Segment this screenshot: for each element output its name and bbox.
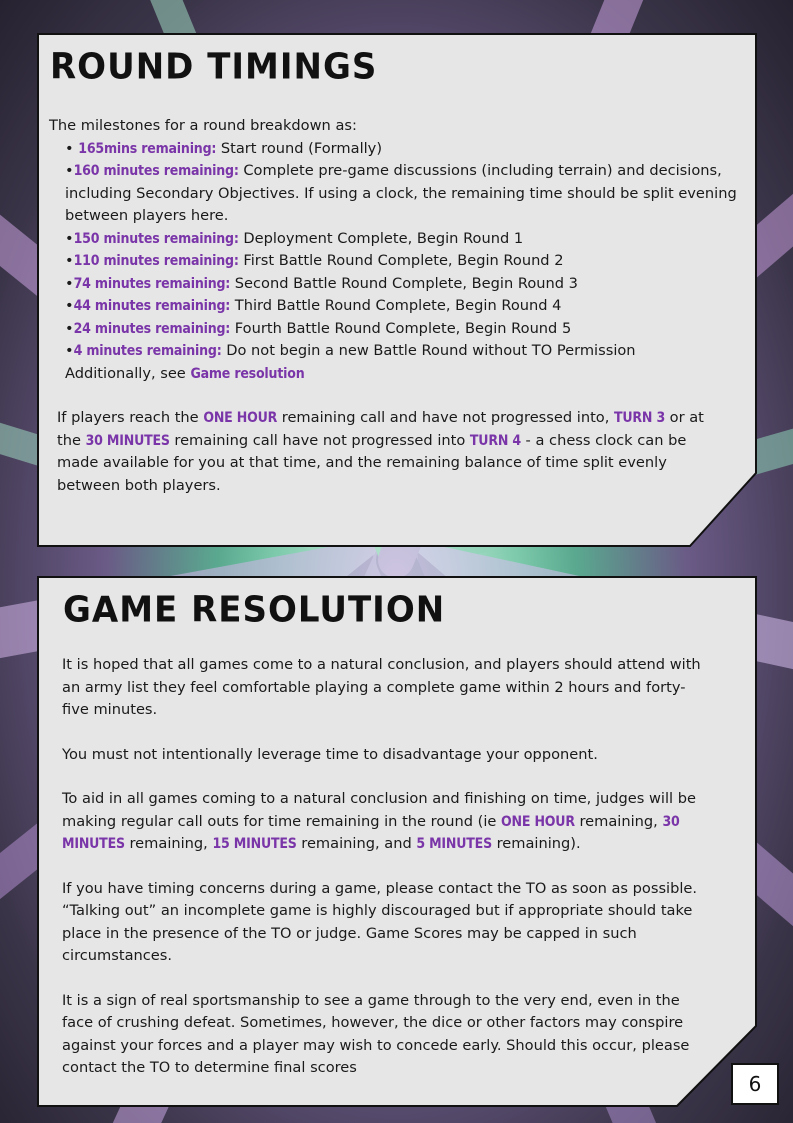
- 15-minutes-highlight: 15 MINUTES: [212, 836, 297, 852]
- 30-minutes-highlight: 30 MINUTES: [62, 813, 680, 852]
- milestone-item: •74 minutes remaining: Second Battle Round Complete, Begin Round 3: [65, 274, 578, 292]
- game-resolution-panel: [37, 576, 757, 1107]
- milestone-text: Second Battle Round Complete, Begin Round 3: [230, 274, 578, 292]
- one-hour-highlight: ONE HOUR: [501, 813, 575, 830]
- milestone-time: 74 minutes remaining:: [73, 275, 231, 292]
- milestone-text: Start round (Formally): [216, 139, 383, 157]
- milestone-time: 165mins remaining:: [78, 140, 217, 157]
- round-timings-title: ROUND TIMINGS: [50, 46, 378, 88]
- turn-4-highlight: TURN 4: [469, 432, 521, 449]
- milestone-text: Deployment Complete, Begin Round 1: [238, 229, 524, 247]
- game-resolution-title: GAME RESOLUTION: [63, 589, 446, 631]
- paragraph-timing-concerns: If you have timing concerns during a game, please contact the TO as soon as possible. “Talking out” an incomplete game is highly discouraged but if appropriate should take place in the presence of the TO or judge. Game Scores may be capped in such circumstances.: [62, 879, 698, 964]
- milestone-item: •150 minutes remaining: Deployment Complete, Begin Round 1: [65, 229, 524, 247]
- 5-minutes-highlight: 5 MINUTES: [416, 836, 492, 852]
- additionally-line: Additionally, see Game resolution: [65, 364, 305, 382]
- milestone-time: 44 minutes remaining:: [73, 298, 231, 314]
- round-timings-panel: [37, 33, 757, 547]
- milestone-item: •110 minutes remaining: First Battle Round Complete, Begin Round 2: [65, 252, 564, 269]
- milestone-text: Fourth Battle Round Complete, Begin Round 5: [230, 319, 572, 337]
- milestone-time: 24 minutes remaining:: [73, 320, 231, 337]
- milestone-item: •4 minutes remaining: Do not begin a new Battle Round without TO Permission: [65, 342, 636, 359]
- milestone-time: 150 minutes remaining:: [73, 230, 239, 247]
- paragraph-natural-conclusion: It is hoped that all games come to a natural conclusion, and players should attend with an army list they feel comfortable playing a complete game within 2 hours and forty-five minutes.: [62, 656, 701, 718]
- game-resolution-link[interactable]: Game resolution: [190, 365, 305, 382]
- milestone-item: • 165mins remaining: Start round (Formally): [65, 139, 383, 157]
- milestone-time: 160 minutes remaining:: [73, 163, 239, 179]
- round-timings-body: [49, 115, 739, 497]
- milestone-item: •44 minutes remaining: Third Battle Round Complete, Begin Round 4: [65, 297, 562, 314]
- chess-clock-paragraph: If players reach the ONE HOUR remaining call and have not progressed into, TURN 3 or at the 30 MINUTES remaining call have not progressed into TURN 4 - a chess clock can be made available for you at that time, and the remaining balance of time split evenly between both players.: [57, 409, 704, 494]
- paragraph-call-outs: To aid in all games coming to a natural conclusion and finishing on time, judges will be making regular call outs for time remaining in the round (ie ONE HOUR remaining, 30 MINUTES remaining, 15 MINUTES remaining, and 5 MINUTES remaining).: [62, 790, 696, 852]
- turn-3-highlight: TURN 3: [614, 410, 666, 426]
- paragraph-leverage-time: You must not intentionally leverage time to disadvantage your opponent.: [62, 745, 598, 763]
- milestone-text: First Battle Round Complete, Begin Round 2: [238, 252, 564, 269]
- milestone-text: Third Battle Round Complete, Begin Round 4: [230, 297, 562, 314]
- paragraph-sportsmanship: It is a sign of real sportsmanship to see a game through to the very end, even in the face of crushing defeat. Sometimes, however, the dice or other factors may conspire against your forces and a player may wish to concede early. Should this occur, please contact the TO to determine final scores: [62, 991, 690, 1076]
- one-hour-highlight: ONE HOUR: [203, 410, 278, 426]
- milestone-item: •160 minutes remaining: Complete pre-game discussions (including terrain) and decisions, including Secondary Objectives. If using a clock, the remaining time should be split evening between players here.: [65, 162, 737, 224]
- milestone-text: Complete pre-game discussions (including terrain) and decisions, including Secondary Objectives. If using a clock, the remaining time should be split evening between players here.: [65, 162, 737, 224]
- milestone-text: Do not begin a new Battle Round without TO Permission: [221, 342, 636, 359]
- game-resolution-body: [62, 654, 712, 1080]
- milestone-item: •24 minutes remaining: Fourth Battle Round Complete, Begin Round 5: [65, 319, 572, 337]
- milestone-time: 110 minutes remaining:: [73, 253, 239, 269]
- milestones-list: [49, 138, 739, 363]
- page-number: 6: [731, 1063, 779, 1105]
- 30-minutes-highlight: 30 MINUTES: [85, 432, 170, 449]
- milestone-time: 4 minutes remaining:: [73, 343, 222, 359]
- milestones-intro: The milestones for a round breakdown as:: [49, 117, 357, 134]
